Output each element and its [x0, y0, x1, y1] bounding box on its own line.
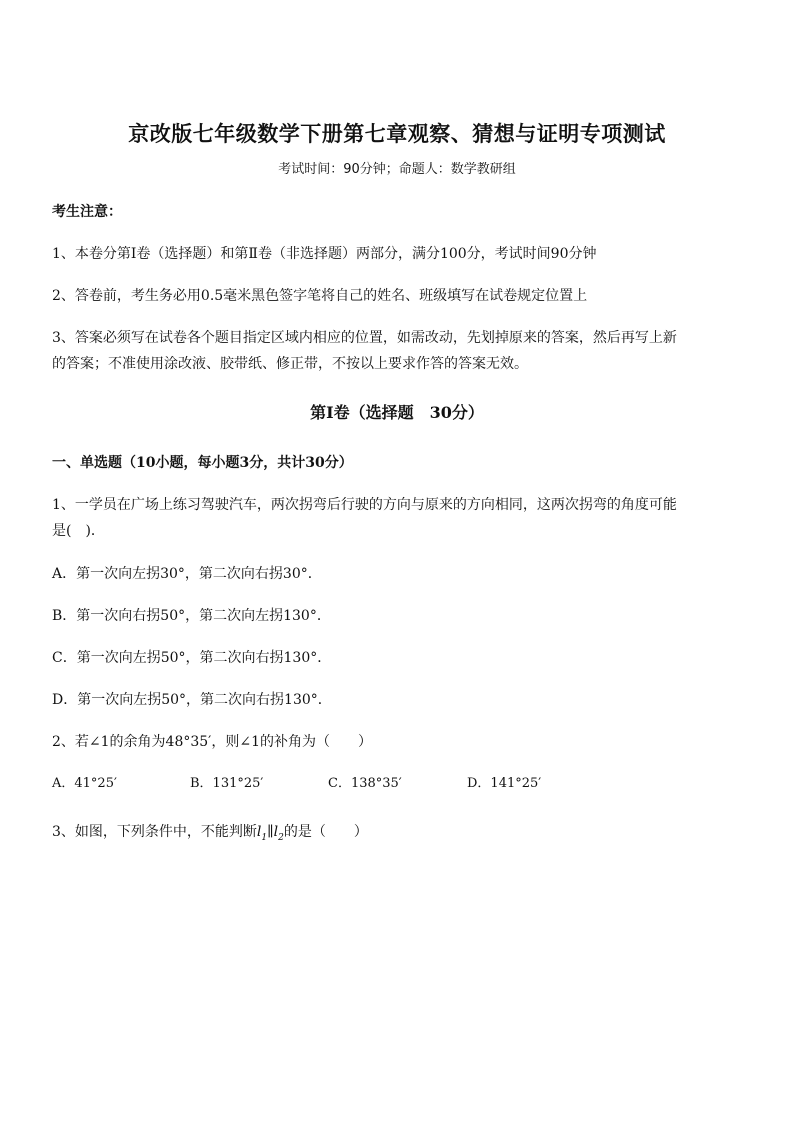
q1-option-a: A．第一次向左拐30°，第二次向右拐30°．	[52, 566, 322, 582]
exam-title: 京改版七年级数学下册第七章观察、猜想与证明专项测试	[128, 121, 666, 146]
q3-stem-suffix: 的是（ ）	[283, 824, 368, 840]
q3-parallel-symbol: ∥	[267, 824, 274, 840]
section-title: 第Ⅰ卷（选择题 30分）	[310, 403, 484, 422]
part-heading: 一、单选题（10小题，每小题3分，共计30分）	[52, 455, 353, 471]
notice-item-1: 1、本卷分第Ⅰ卷（选择题）和第Ⅱ卷（非选择题）两部分，满分100分，考试时间90分钟	[52, 246, 597, 262]
exam-subtitle: 考试时间：90分钟；命题人：数学教研组	[278, 162, 516, 177]
q2-option-d: D．141°25′	[467, 776, 542, 791]
q1-option-b: B．第一次向右拐50°，第二次向左拐130°．	[52, 608, 331, 624]
notice-item-3-cont: 的答案；不准使用涂改液、胶带纸、修正带，不按以上要求作答的答案无效。	[52, 356, 528, 372]
q1-option-c: C．第一次向左拐50°，第二次向右拐130°．	[52, 650, 332, 666]
q1-option-d: D．第一次向左拐50°，第二次向右拐130°．	[52, 692, 332, 708]
q3-line-l2-subscript: 2	[278, 832, 284, 843]
q3-line-l1: l	[256, 824, 262, 840]
notice-item-2: 2、答卷前，考生务必用0.5毫米黑色签字笔将自己的姓名、班级填写在试卷规定位置上	[52, 288, 588, 304]
q3-stem	[52, 821, 368, 843]
q2-option-c: C．138°35′	[328, 776, 402, 791]
q2-option-a: A．41°25′	[52, 776, 117, 791]
q1-stem: 1、一学员在广场上练习驾驶汽车，两次拐弯后行驶的方向与原来的方向相同，这两次拐弯的角度可能	[52, 497, 677, 513]
q2-stem: 2、若∠1的余角为48°35′，则∠1的补角为（ ）	[52, 734, 372, 750]
notice-heading: 考生注意：	[52, 204, 122, 220]
q1-stem-cont: 是( )．	[52, 523, 105, 539]
q3-line-l1-subscript: 1	[261, 832, 268, 843]
q3-line-l2: l	[273, 824, 279, 840]
q3-stem-prefix: 3、如图，下列条件中，不能判断	[52, 824, 257, 840]
q2-option-b: B．131°25′	[190, 776, 264, 791]
notice-item-3: 3、答案必须写在试卷各个题目指定区域内相应的位置，如需改动，先划掉原来的答案，然后再写上新	[52, 330, 677, 346]
